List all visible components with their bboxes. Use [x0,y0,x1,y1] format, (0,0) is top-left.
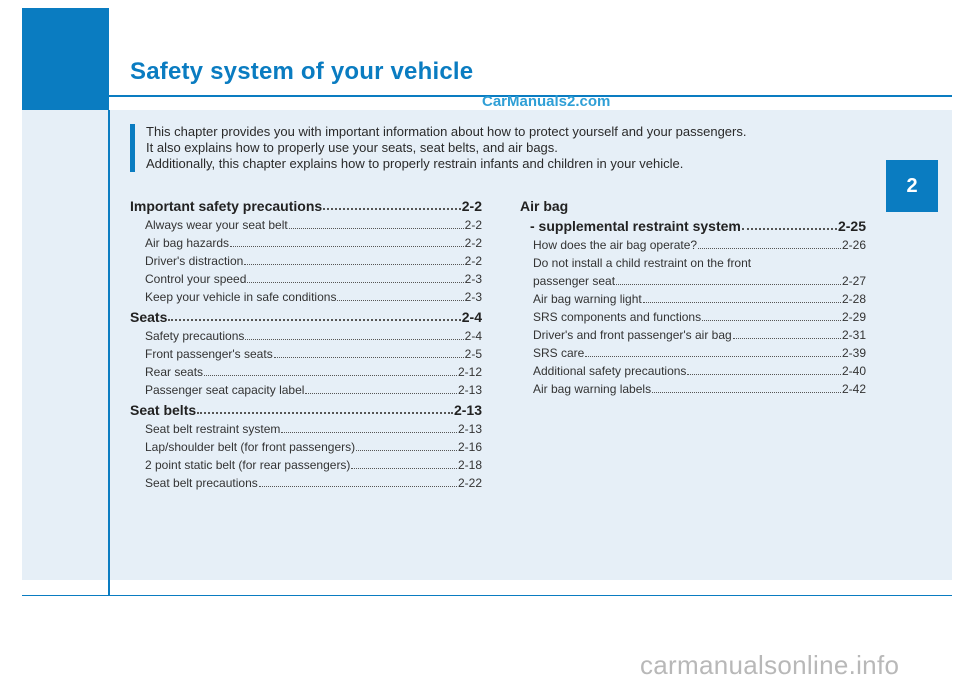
toc-section-heading[interactable]: Seat belts 2-13 [130,402,482,418]
toc-entry[interactable]: Keep your vehicle in safe conditions 2-3 [145,290,482,304]
toc-entry[interactable]: Air bag hazards 2-2 [145,236,482,250]
toc-entry[interactable]: SRS care 2-39 [533,346,866,360]
toc-entry[interactable]: 2 point static belt (for rear passengers) 2-18 [145,458,482,472]
toc-entry[interactable]: Safety precautions 2-4 [145,329,482,343]
chapter-tab[interactable]: 2 [886,160,938,212]
watermark-top[interactable]: CarManuals2.com [482,93,611,110]
intro-line: Additionally, this chapter explains how to properly restrain infants and children in your vehicle. [146,156,684,171]
toc-entry[interactable]: Front passenger's seats 2-5 [145,347,482,361]
toc-entry[interactable]: Additional safety precautions 2-40 [533,364,866,378]
toc-entry[interactable]: Lap/shoulder belt (for front passengers) 2-16 [145,440,482,454]
toc-entry[interactable]: Seat belt precautions 2-22 [145,476,482,490]
toc-right-column [520,196,866,399]
toc-entry[interactable]: Seat belt restraint system 2-13 [145,422,482,436]
toc-section-heading[interactable]: Air bag [520,198,569,214]
watermark-bottom[interactable]: carmanualsonline.info [640,650,900,680]
page-title: Safety system of your vehicle [130,58,474,85]
toc-section [520,196,866,398]
chapter-intro [130,124,886,172]
toc-section [130,196,482,306]
toc-entry[interactable]: Air bag warning light 2-28 [533,292,866,306]
toc-section [130,400,482,492]
toc-entry[interactable]: Always wear your seat belt 2-2 [145,218,482,232]
bottom-rule [22,595,952,596]
corner-accent-block [22,8,109,110]
toc-section-heading-cont[interactable]: - supplemental restraint system 2-25 [530,218,866,234]
toc-left-column [130,196,482,493]
toc-section-heading[interactable]: Seats 2-4 [130,309,482,325]
toc-entry[interactable]: Air bag warning labels 2-42 [533,382,866,396]
toc-entry[interactable]: Driver's distraction 2-2 [145,254,482,268]
toc-entry[interactable]: Driver's and front passenger's air bag 2-31 [533,328,866,342]
intro-line: It also explains how to properly use your seats, seat belts, and air bags. [146,140,558,155]
toc-entry[interactable]: SRS components and functions 2-29 [533,310,866,324]
toc-section [130,307,482,399]
intro-line: This chapter provides you with important information about how to protect yourself and your passengers. [146,124,747,139]
toc-entry[interactable]: Passenger seat capacity label 2-13 [145,383,482,397]
toc-entry-line[interactable]: Do not install a child restraint on the front [533,256,752,270]
toc-entry[interactable]: Control your speed 2-3 [145,272,482,286]
toc-entry[interactable]: How does the air bag operate? 2-26 [533,238,866,252]
margin-vertical-rule [108,110,110,596]
toc-section-heading[interactable]: Important safety precautions 2-2 [130,198,482,214]
toc-entry[interactable]: Rear seats 2-12 [145,365,482,379]
toc-entry[interactable]: passenger seat 2-27 [533,274,866,288]
